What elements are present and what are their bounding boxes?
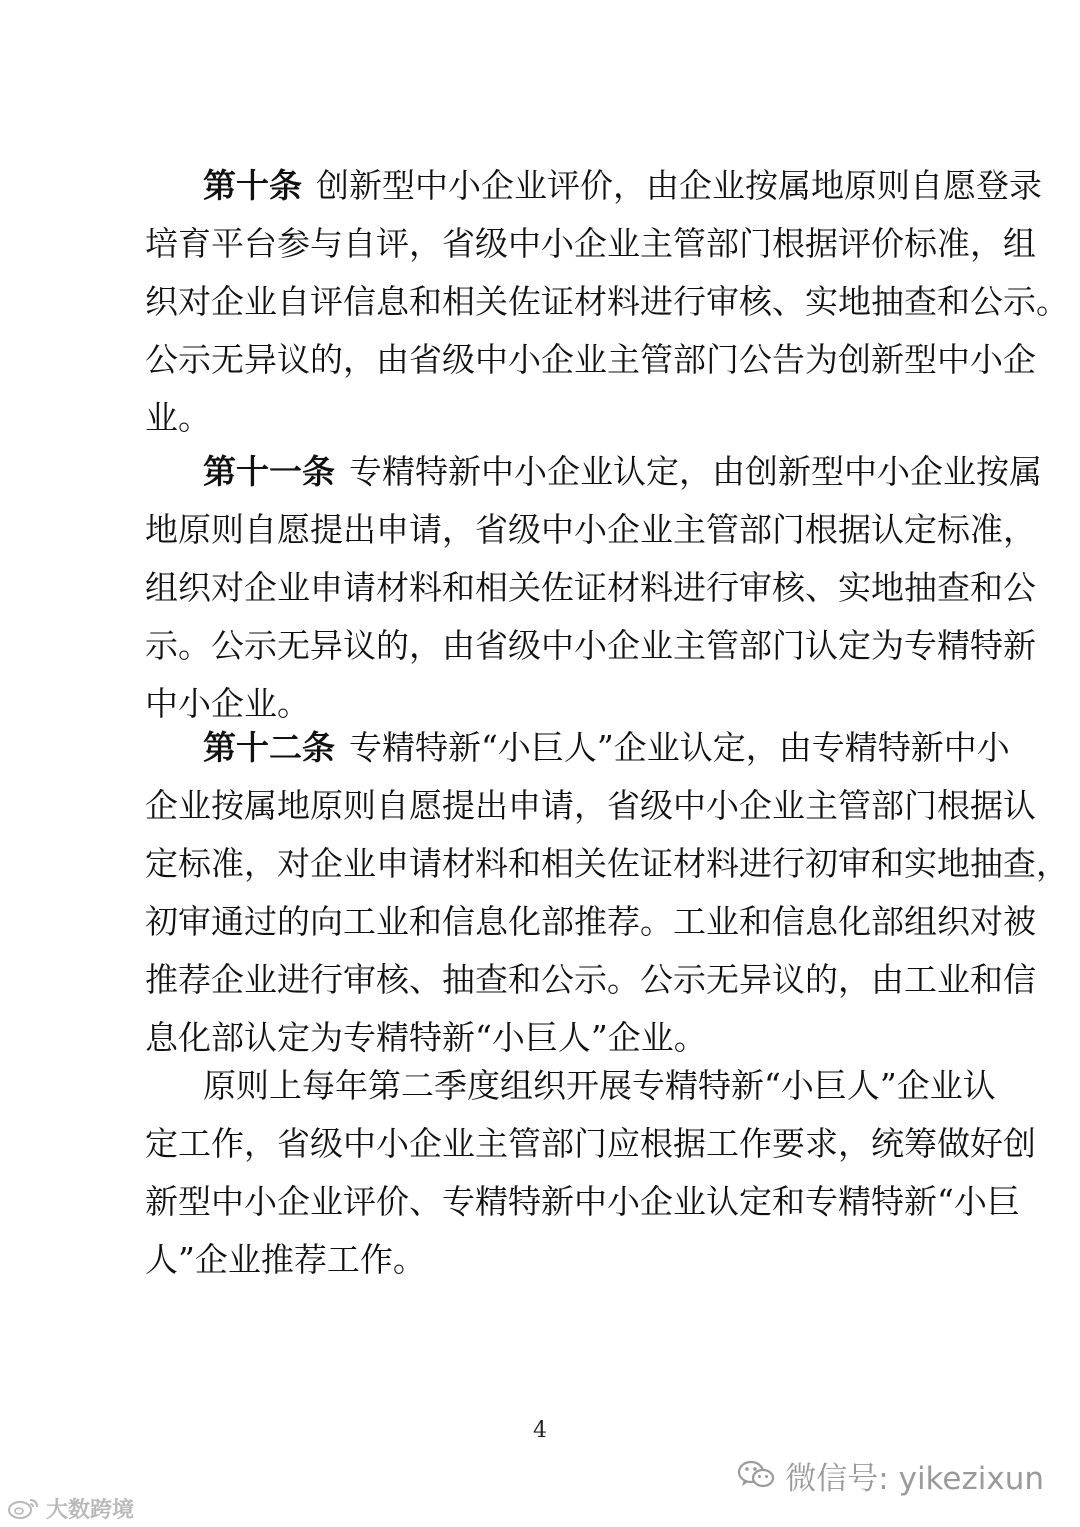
paragraph-line: 中小企业。 [145,684,310,723]
wechat-icon [737,1459,775,1491]
weibo-icon [6,1496,40,1520]
paragraph-line: 原则上每年第二季度组织开展专精特新“小巨人”企业认 [203,1066,996,1105]
wechat-watermark [737,1455,1044,1495]
paragraph-line: 公示无异议的，由省级中小企业主管部门公告为创新型中小企 [145,340,1036,379]
paragraph-line: 第十条 创新型中小企业评价，由企业按属地原则自愿登录 [203,166,1042,205]
paragraph-line: 第十二条 专精特新“小巨人”企业认定，由专精特新中小 [203,728,1010,767]
paragraph-line: 第十一条 专精特新中小企业认定，由创新型中小企业按属 [203,452,1042,491]
paragraph-line: 推荐企业进行审核、抽查和公示。公示无异议的，由工业和信 [145,960,1036,999]
paragraph-line: 初审通过的向工业和信息化部推荐。工业和信息化部组织对被 [145,902,1036,941]
paragraph-line: 新型中小企业评价、专精特新中小企业认定和专精特新“小巨 [145,1182,1020,1221]
paragraph-line: 定工作，省级中小企业主管部门应根据工作要求，统筹做好创 [145,1124,1036,1163]
paragraph-line: 组织对企业申请材料和相关佐证材料进行审核、实地抽查和公 [145,568,1036,607]
paragraph-line: 人”企业推荐工作。 [145,1240,426,1279]
paragraph-line: 地原则自愿提出申请，省级中小企业主管部门根据认定标准， [145,510,1036,549]
brand-watermark [6,1493,134,1523]
paragraph-line: 织对企业自评信息和相关佐证材料进行审核、实地抽查和公示。 [145,282,1069,321]
article-heading: 第十条 [203,166,302,205]
page-number: 4 [533,1418,547,1443]
brand-text: 大数跨境 [46,1497,135,1523]
article-heading: 第十一条 [203,452,335,491]
paragraph-line: 企业按属地原则自愿提出申请，省级中小企业主管部门根据认 [145,786,1036,825]
wechat-id-text: 微信号: yikezixun [785,1460,1044,1497]
paragraph-line: 业。 [145,398,211,437]
paragraph-line: 培育平台参与自评，省级中小企业主管部门根据评价标准，组 [145,224,1036,263]
paragraph-line: 示。公示无异议的，由省级中小企业主管部门认定为专精特新 [145,626,1036,665]
article-heading: 第十二条 [203,728,335,767]
paragraph-line: 息化部认定为专精特新“小巨人”企业。 [145,1018,707,1057]
paragraph-line: 定标准，对企业申请材料和相关佐证材料进行初审和实地抽查， [145,844,1069,883]
